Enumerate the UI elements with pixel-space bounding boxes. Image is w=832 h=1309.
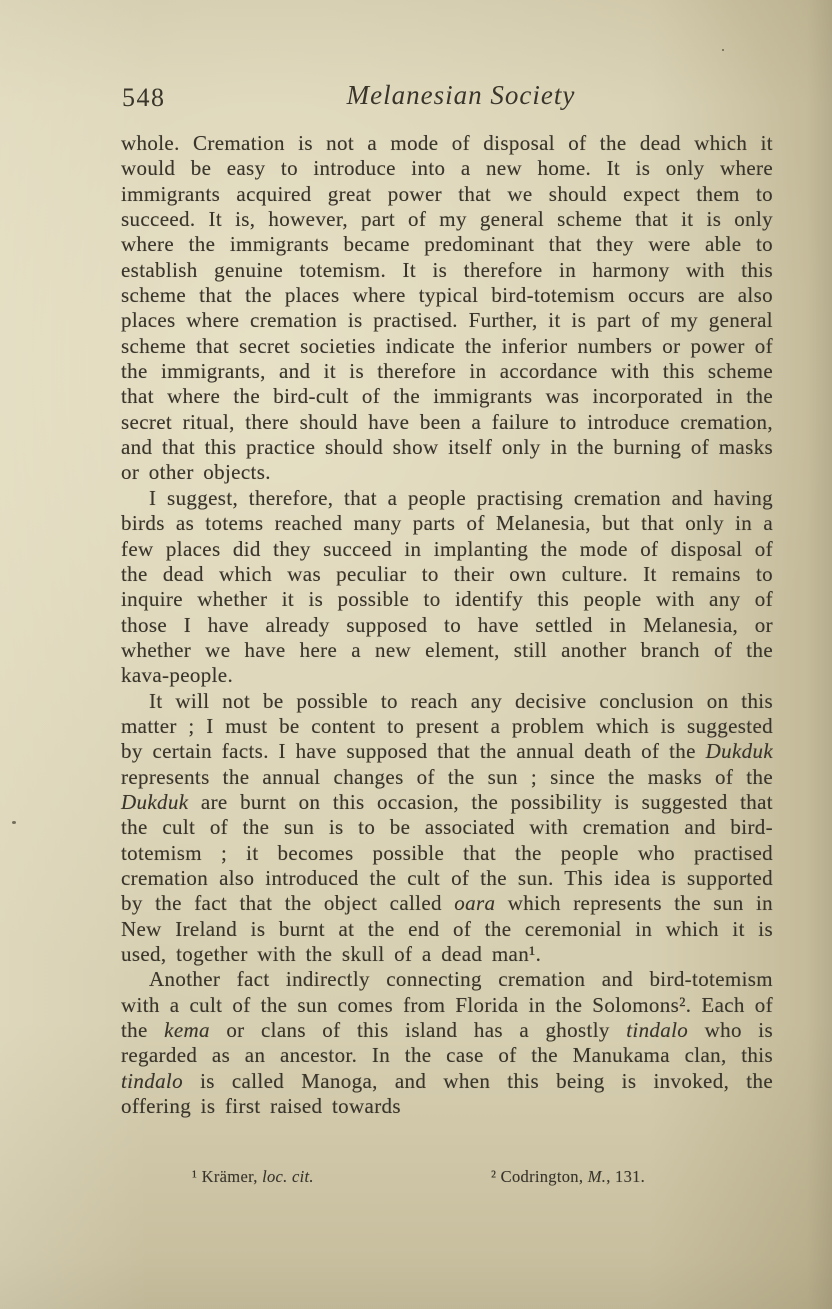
- paragraph: Another fact indirectly connecting cremation and bird-totemism with a cult of the sun comes from Florida in the Solomons². Each of the kema or clans of this island has a ghostly tindalo who is regarded as an ancestor. In the case of the Manukama clan, this tindalo is called Manoga, and when this being is invoked, the offering is first raised towards: [121, 967, 773, 1119]
- scan-speck: [722, 49, 724, 51]
- paragraph-continuation: whole. Cremation is not a mode of disposal of the dead which it would be easy to introduce into a new home. It is only where immigrants acquired great power that we should expect them to succeed. It is, however, part of my general scheme that it is only where the immigrants became predominant that they were able to establish genuine totemism. It is therefore in harmony with this scheme that the places where typical bird-totemism occurs are also places where cremation is practised. Further, it is part of my general scheme that secret societies indicate the inferior numbers or power of the immigrants, and it is therefore in accordance with this scheme that where the bird-cult of the immigrants was incorporated in the secret ritual, there should have been a failure to introduce cremation, and that this practice should show itself only in the burning of masks or other objects.: [121, 131, 773, 485]
- page-header: [121, 80, 773, 118]
- scan-speck: [12, 821, 16, 824]
- paragraph: It will not be possible to reach any decisive conclusion on this matter ; I must be content to present a problem which is suggested by certain facts. I have supposed that the annual death of the Dukduk represents the annual changes of the sun ; since the masks of the Dukduk are burnt on this occasion, the possibility is suggested that the cult of the sun is to be associated with cremation and bird-totemism ; it becomes possible that the people who practised cremation also introduced the cult of the sun. This idea is supported by the fact that the object called oara which represents the sun in New Ireland is burnt at the end of the ceremonial in which it is used, together with the skull of a dead man¹.: [121, 688, 773, 966]
- running-title: Melanesian Society: [346, 80, 576, 110]
- footnote-1: ¹ Krämer, loc. cit.: [192, 1167, 314, 1186]
- footnote-2: ² Codrington, M., 131.: [491, 1167, 646, 1186]
- body-text: [121, 131, 773, 1119]
- footnotes: [121, 1167, 773, 1193]
- page-number: 548: [122, 83, 166, 112]
- paragraph: I suggest, therefore, that a people practising cremation and having birds as totems reached many parts of Melanesia, but that only in a few places did they succeed in implanting the mode of disposal of the dead which was peculiar to their own culture. It remains to inquire whether it is possible to identify this people with any of those I have already supposed to have settled in Melanesia, or whether we have here a new element, still another branch of the kava-people.: [121, 485, 773, 688]
- page-content: [121, 80, 773, 1119]
